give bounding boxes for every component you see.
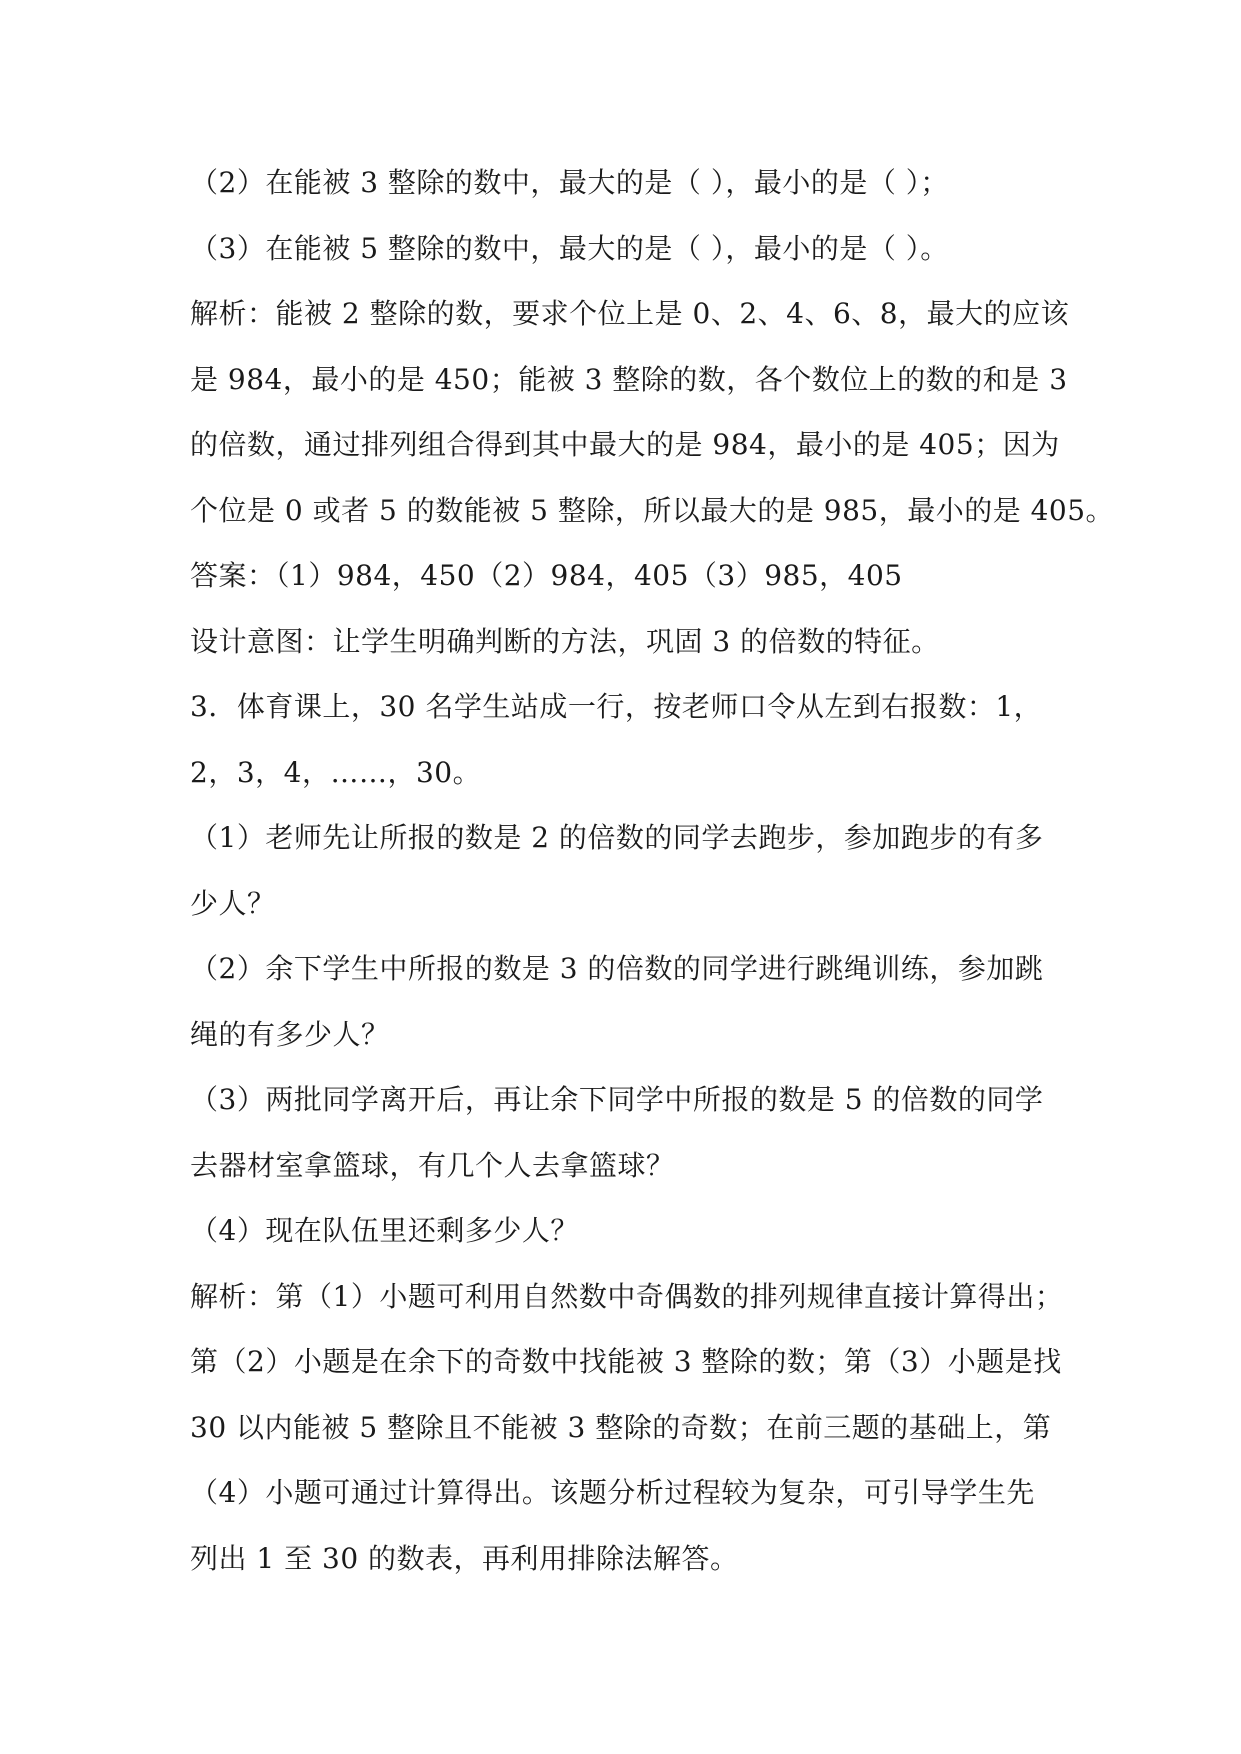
text-line: （4）现在队伍里还剩多少人？: [190, 1214, 579, 1247]
text-line: 列出 1 至 30 的数表，再利用排除法解答。: [190, 1541, 739, 1575]
text-line: 第（2）小题是在余下的奇数中找能被 3 整除的数；第（3）小题是找: [190, 1345, 1062, 1378]
text-line: 3．体育课上，30 名学生站成一行，按老师口令从左到右报数：1，: [190, 690, 1043, 723]
text-line: 解析：第（1）小题可利用自然数中奇偶数的排列规律直接计算得出；: [190, 1279, 1064, 1313]
text-line: 去器材室拿篮球，有几个人去拿篮球？: [190, 1148, 675, 1182]
text-line: 是 984，最小的是 450；能被 3 整除的数，各个数位上的数的和是 3: [190, 362, 1068, 396]
text-line: 2，3，4，……，30。: [190, 755, 482, 789]
text-line: 解析：能被 2 整除的数，要求个位上是 0、2、4、6、8，最大的应该: [190, 297, 1070, 330]
text-line: （1）老师先让所报的数是 2 的倍数的同学去跑步，参加跑步的有多: [190, 821, 1044, 854]
text-line: （4）小题可通过计算得出。该题分析过程较为复杂，可引导学生先: [190, 1476, 1035, 1509]
text-line: （3）两批同学离开后，再让余下同学中所报的数是 5 的倍数的同学: [190, 1083, 1044, 1116]
text-line: （3）在能被 5 整除的数中，最大的是（ ），最小的是（ ）。: [190, 231, 949, 265]
text-line: 个位是 0 或者 5 的数能被 5 整除，所以最大的是 985，最小的是 405。: [190, 493, 1115, 527]
text-line: 少人？: [190, 886, 276, 920]
text-line: 设计意图：让学生明确判断的方法，巩固 3 的倍数的特征。: [190, 624, 940, 658]
text-line: 30 以内能被 5 整除且不能被 3 整除的奇数；在前三题的基础上，第: [190, 1410, 1052, 1444]
text-line: 答案：（1）984，450（2）984，405（3）985，405: [190, 559, 903, 592]
text-line: （2）余下学生中所报的数是 3 的倍数的同学进行跳绳训练，参加跳: [190, 952, 1044, 985]
text-line: 绳的有多少人？: [190, 1017, 390, 1051]
document-body: [190, 158, 1115, 1599]
text-line: （2）在能被 3 整除的数中，最大的是（ ），最小的是（ ）；: [190, 166, 949, 199]
text-line: 的倍数，通过排列组合得到其中最大的是 984，最小的是 405；因为: [190, 428, 1060, 461]
